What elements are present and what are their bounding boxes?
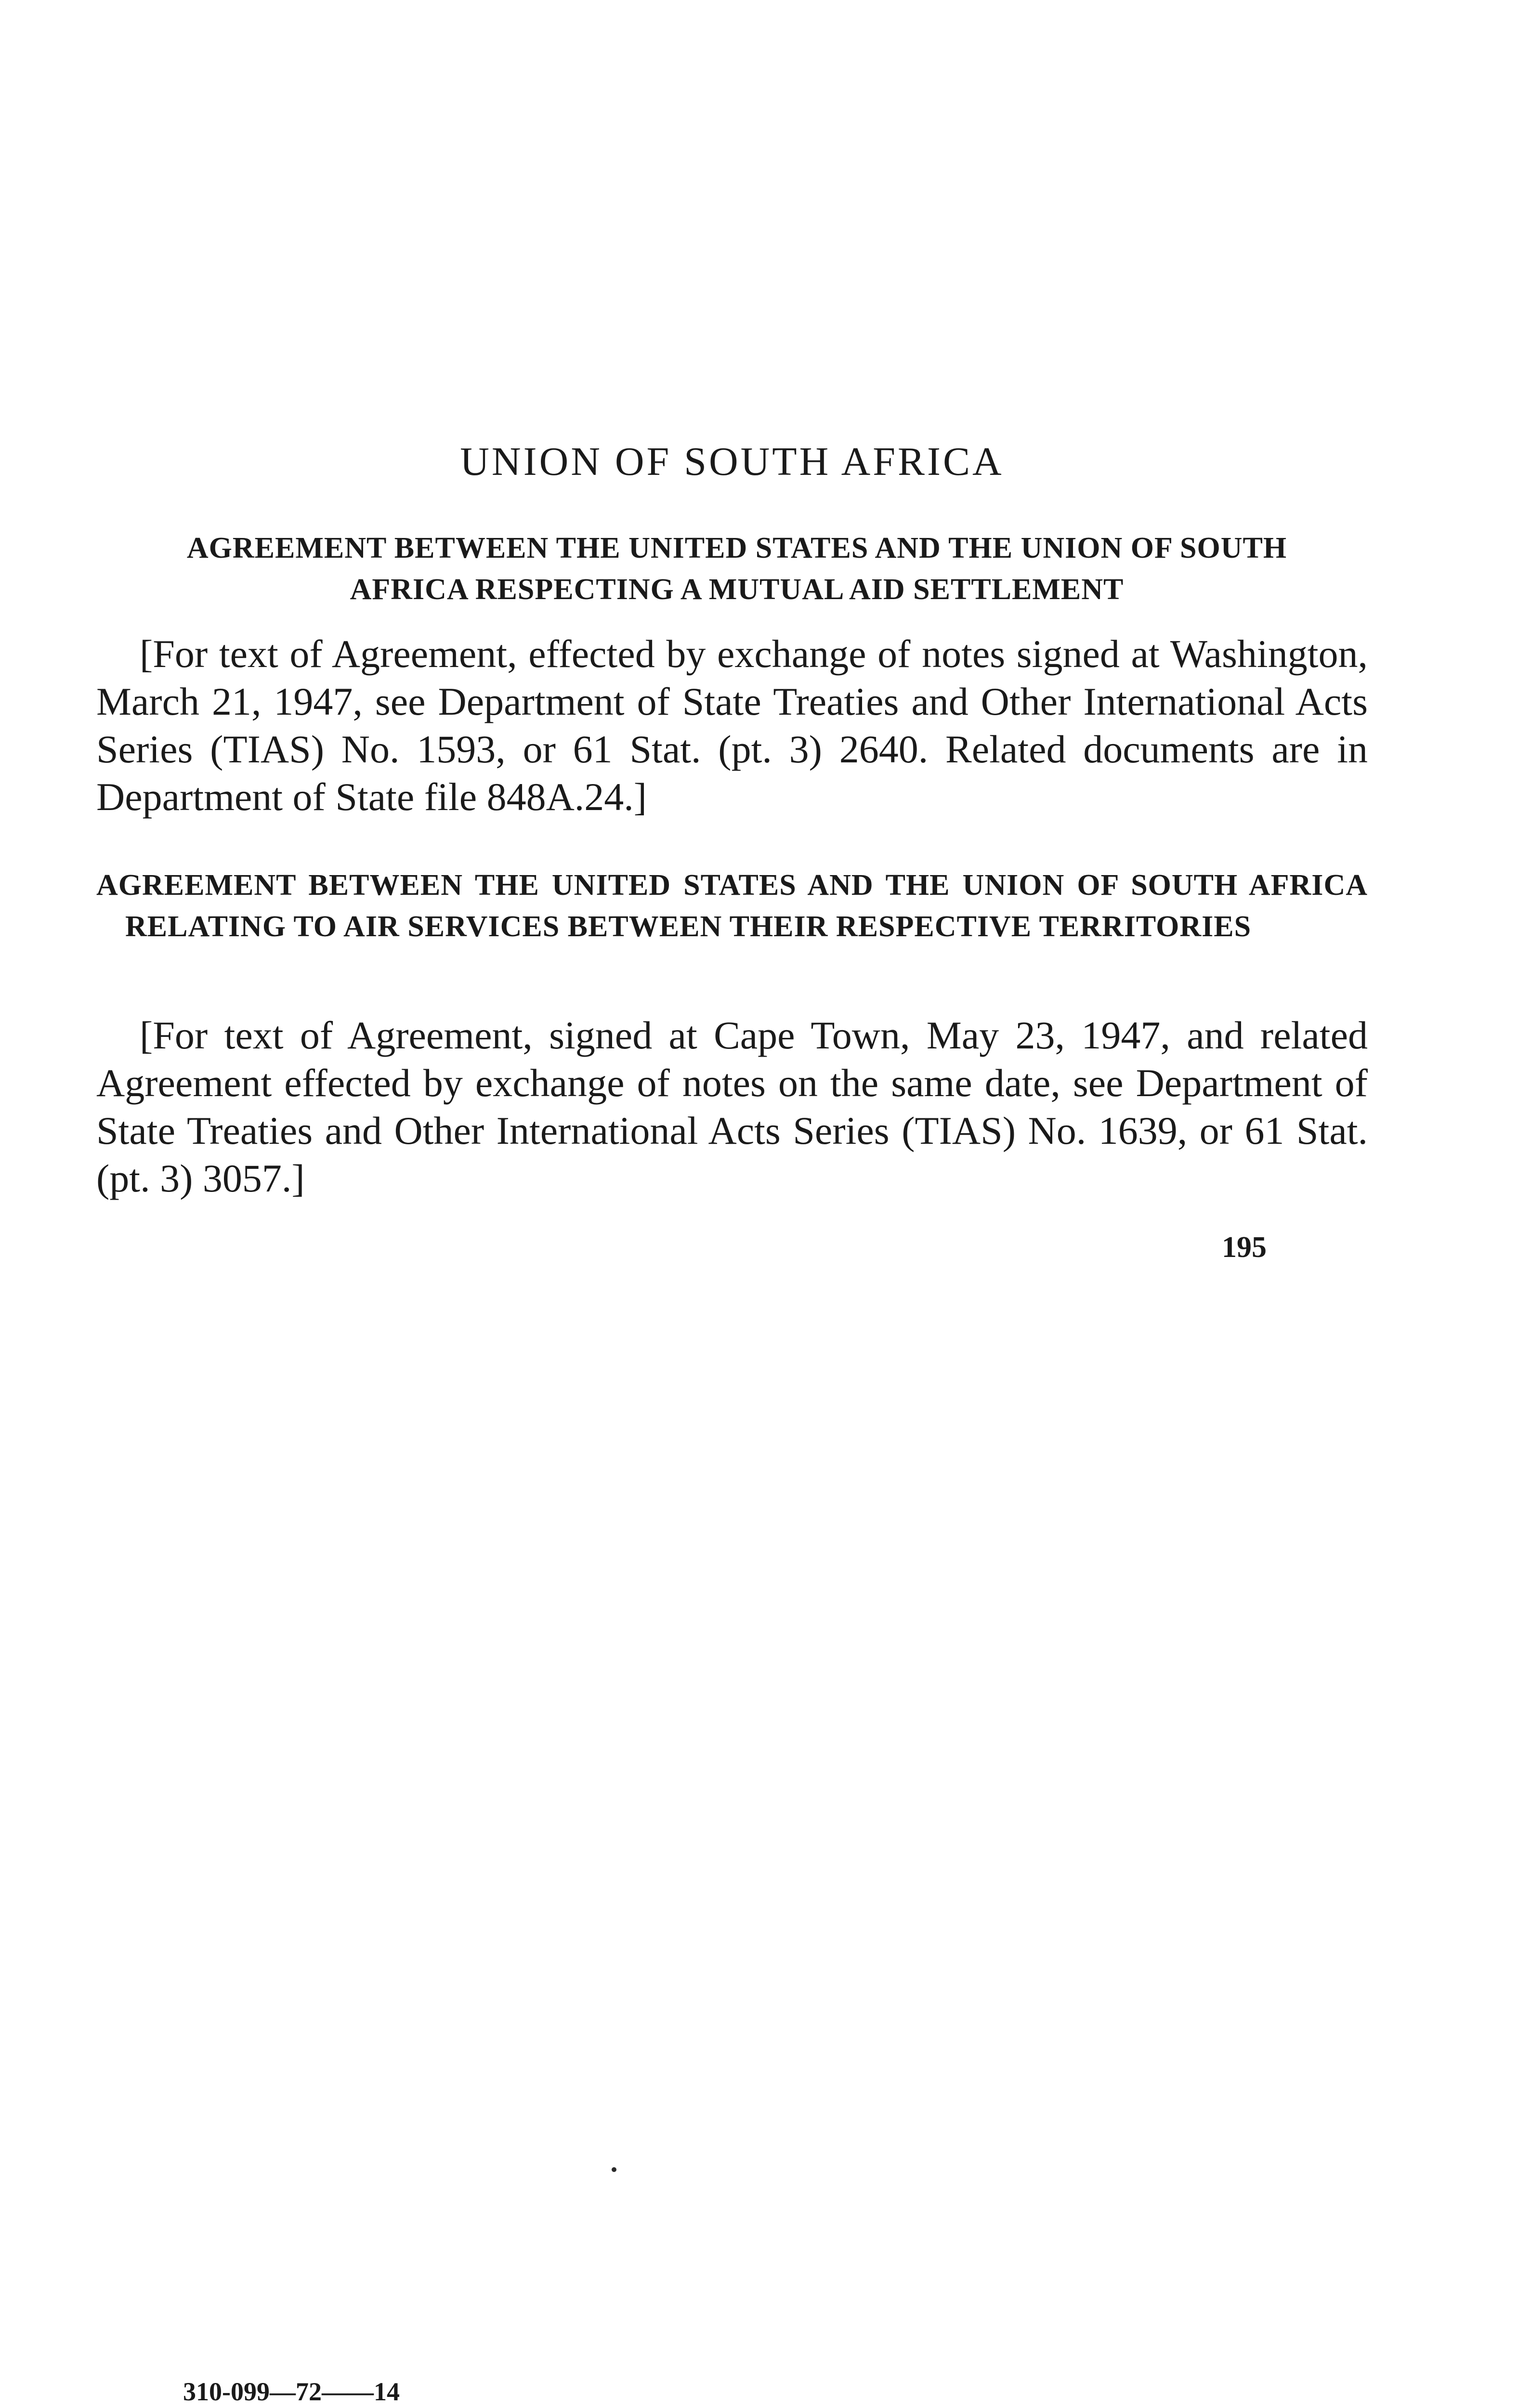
section-1-text: [For text of Agreement, effected by exchange of notes signed at Washington, March 21, 1947, see Department of State Treaties and Other International Acts Series (TIAS) No. 1593, or 61 Stat. (pt. 3) 2640. Related documents are in Department of State file 848A.24.] <box>96 632 1368 819</box>
section-2-text: [For text of Agreement, signed at Cape Town, May 23, 1947, and related Agreement effected by exchange of notes on the same date, see Department of State Treaties and Other International Acts Series (TIAS) No. 1639, or 61 Stat. (pt. 3) 3057.] <box>96 1013 1368 1200</box>
section-1-heading: AGREEMENT BETWEEN THE UNITED STATES AND THE UNION OF SOUTH AFRICA RESPECTING A MUTUAL AID SETTLEMENT <box>186 532 1287 606</box>
print-code: 310-099—72——14 <box>183 2377 400 2406</box>
section-2-heading: AGREEMENT BETWEEN THE UNITED STATES AND THE UNION OF SOUTH AFRICA RELATING TO AIR SERVICES BETWEEN THEIR RESPECTIVE TERRITORIES <box>96 869 1368 943</box>
country-title: UNION OF SOUTH AFRICA <box>460 439 1004 484</box>
print-speck <box>612 2167 616 2172</box>
page-number: 195 <box>1222 1231 1267 1264</box>
